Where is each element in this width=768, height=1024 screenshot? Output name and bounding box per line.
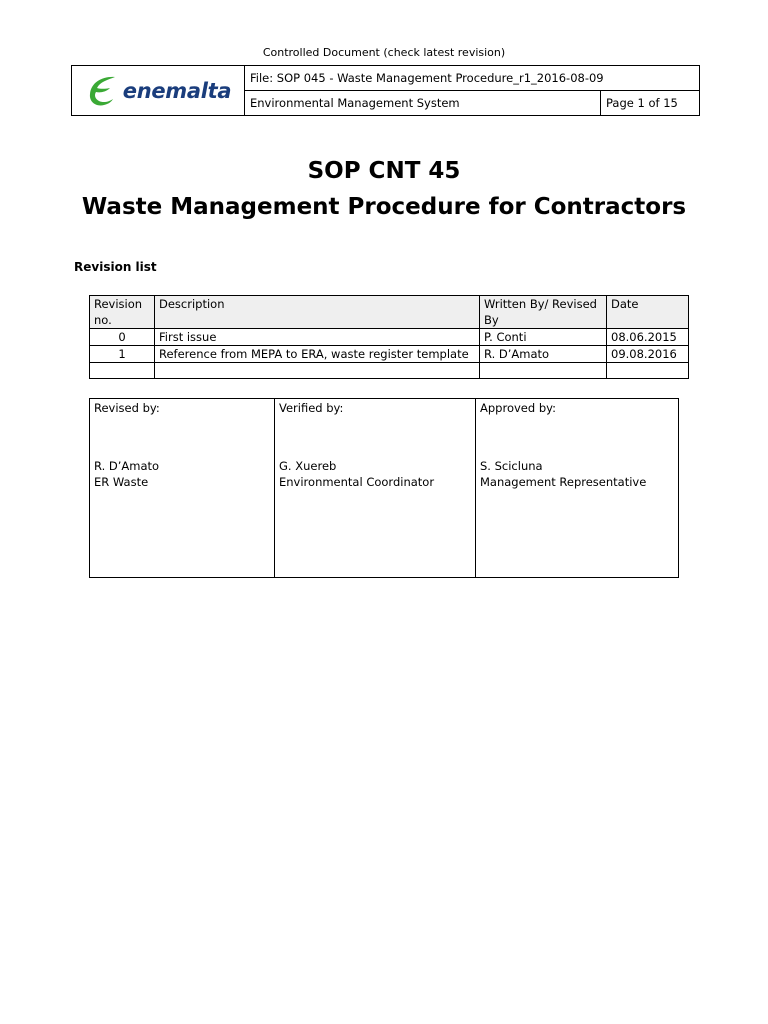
- approved-by-name: S. Scicluna: [480, 459, 543, 473]
- date-cell: [607, 363, 689, 379]
- date-cell: 09.08.2016: [607, 346, 689, 363]
- logo-wordmark: enemalta: [122, 78, 232, 103]
- revised-by-label: Revised by:: [94, 401, 160, 415]
- column-header-date: Date: [607, 296, 689, 329]
- description-cell: First issue: [155, 329, 480, 346]
- document-header-table: [71, 65, 700, 116]
- column-header-revision: Revision no.: [90, 296, 155, 329]
- revised-by-name: R. D’Amato: [94, 459, 160, 473]
- page-indicator: Page 1 of 15: [601, 91, 700, 116]
- logo-cell: [72, 66, 245, 116]
- approved-by-role: Management Representative: [480, 475, 647, 489]
- revision-table-header: [90, 296, 689, 329]
- revision-cell: [90, 363, 155, 379]
- leaf-icon: [85, 74, 121, 108]
- description-cell: Reference from MEPA to ERA, waste register template: [155, 346, 480, 363]
- revised-by-cell: [90, 399, 275, 578]
- verified-by-name: G. Xuereb: [279, 459, 337, 473]
- table-row: [90, 346, 689, 363]
- document-title: [0, 153, 768, 225]
- author-cell: P. Conti: [480, 329, 607, 346]
- file-label: File: SOP 045 - Waste Management Procedure_r1_2016-08-09: [245, 66, 700, 91]
- enemalta-logo: [72, 66, 244, 115]
- revision-cell: 1: [90, 346, 155, 363]
- table-row: [90, 363, 689, 379]
- column-header-description: Description: [155, 296, 480, 329]
- column-header-author: Written By/ Revised By: [480, 296, 607, 329]
- table-row: [90, 329, 689, 346]
- author-cell: [480, 363, 607, 379]
- verified-by-label: Verified by:: [279, 401, 344, 415]
- revision-list-heading: Revision list: [74, 260, 157, 274]
- author-cell: R. D’Amato: [480, 346, 607, 363]
- revised-by-role: ER Waste: [94, 475, 149, 489]
- description-cell: [155, 363, 480, 379]
- title-line-2: Waste Management Procedure for Contractors: [81, 194, 687, 220]
- signoff-table: [89, 398, 679, 578]
- approved-by-cell: [476, 399, 679, 578]
- revision-table: [89, 295, 689, 379]
- revision-cell: 0: [90, 329, 155, 346]
- controlled-document-note: Controlled Document (check latest revision): [262, 46, 506, 59]
- approved-by-label: Approved by:: [480, 401, 556, 415]
- system-label: Environmental Management System: [245, 91, 601, 116]
- verified-by-role: Environmental Coordinator: [279, 475, 435, 489]
- verified-by-cell: [275, 399, 476, 578]
- title-line-1: SOP CNT 45: [307, 158, 461, 184]
- date-cell: 08.06.2015: [607, 329, 689, 346]
